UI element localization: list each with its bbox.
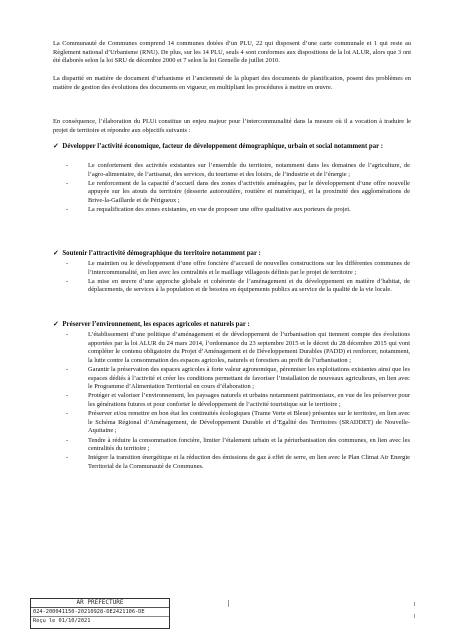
list-item-text: La requalification des zones existantes, en vue de proposer une offre qualitative aux porteurs de projet.: [88, 206, 351, 214]
list-item-text: Tendre à réduire la consommation foncière, limiter l’étalement urbain et la périurbanisation des communes, en lien avec les centralités du territoire ;: [88, 436, 410, 453]
scan-mark: [228, 600, 229, 607]
list-item: [65, 206, 410, 215]
list-item-text: Le confortement des activités existantes sur l’ensemble du territoire, notamment dans les domaines de l’agriculture, de l’agro-alimentaire, de l’artisanat, des services, du tourisme et des loisirs, de l’industrie et de l’énergie ;: [88, 162, 410, 178]
intro-paragraph-2: La disparité en matière de document d’urbanisme et l’ancienneté de la plupart des documents de planification, posent des problèmes en matière de gestion des évolutions des documents en vigueur, en multipliant les procédures à mettre en œuvre.: [53, 75, 411, 91]
section-heading-environment: [53, 321, 413, 330]
list-item-text: La mise en œuvre d’une approche globale et cohérente de l’aménagement et du développement en matière d’habitat, de déplacements, de services à la population et de besoins en équipements publics au service de la qualité de la vie locale.: [88, 277, 410, 294]
section-list-attractivity: [65, 260, 410, 296]
list-item: [65, 180, 410, 206]
intro-paragraph-1: La Communauté de Communes comprend 14 communes dotées d’un PLU, 22 qui disposent d’une carte communale et 1 qui reste au Règlement national d’Urbanisme (RNU). De plus, sur les 14 PLU, seuls 4 sont conformes aux dispositions de la loi ALUR, alors que 3 ont été élaborés selon la loi SRU de décembre 2000 et 7 selon la loi Grenelle de juillet 2010.: [53, 40, 411, 65]
list-item-text: Garantir la préservation des espaces agricoles à forte valeur agronomique, pérenniser les exploitations existantes ainsi que les espaces dédiés à l’activité et créer les conditions permettant de favoriser l’installation de nouveaux agriculteurs, en lien avec le Programme d’Alimentation Territorial en cours d’élaboration ;: [88, 365, 410, 391]
section-list-economy: [65, 162, 410, 215]
checkmark-icon: ✓: [53, 321, 59, 328]
list-item-text: Protéger et valoriser l’environnement, les paysages naturels et urbains notamment patrimoniaux, en vue de les préserver pour les générations futures et pour conforter le développement de l’activité touristique sur le territoire ;: [88, 392, 410, 408]
dash-bullet: -: [66, 260, 69, 267]
dash-bullet: -: [66, 206, 69, 214]
intro-paragraph-3: En conséquence, l’élaboration du PLUi constitue un enjeu majeur pour l’intercommunalité dans la mesure où il a vocation à traduire le projet de territoire et répondre aux objectifs suivants :: [53, 118, 411, 134]
checkmark-icon: ✓: [53, 250, 59, 257]
list-item: [65, 392, 410, 409]
section-heading-text: Développer l’activité économique, facteur de développement démographique, urbain et social notamment par :: [62, 143, 383, 150]
dash-bullet: -: [66, 410, 69, 418]
dash-bullet: -: [66, 392, 69, 400]
section-list-environment: [65, 331, 410, 472]
list-item: [65, 437, 410, 454]
section-heading-text: Préserver l’environnement, les espaces agricoles et naturels par :: [62, 321, 250, 328]
list-item-text: Préserver et/ou remettre en bon état les continuités écologiques (Trame Verte et Bleue) présentes sur le territoire, en lien avec le Schéma Régional d’Aménagement, de Développement Durable et d’Egalité des Territoires (SRADDET) de Nouvelle-Aquitaine ;: [88, 410, 410, 435]
scan-mark: [414, 602, 415, 606]
stamp-title: AR PREFECTURE: [31, 599, 169, 608]
list-item: [65, 331, 410, 365]
list-item: [65, 278, 410, 295]
list-item-text: Le maintien ou le développement d’une offre foncière d’accueil de nouvelles constructions sur les différentes communes de l’intercommunalité, en lien avec les centralités et le maillage villageois définis par le projet de territoire ;: [88, 260, 410, 276]
scan-mark: [414, 614, 415, 618]
list-item: [65, 366, 410, 392]
dash-bullet: -: [66, 331, 69, 338]
list-item-text: L’établissement d’une politique d’aménagement et de développement de l’urbanisation qui tiennent compte des évolutions apportées par la loi ALUR du 24 mars 2014, l’ordonnance du 23 septembre 2015 et le décret du 28 décembre 2015 qui vont compléter le contenu obligatoire du Projet d’Aménagement et de Développement Durables (PADD) et renforcer, notamment, la lutte contre la consommation des espaces agricoles, naturels et forestiers au profit de l’urbanisation ;: [88, 331, 410, 364]
stamp-act-id: 024-200041150-20210928-DE2421106-DE: [31, 608, 169, 617]
dash-bullet: -: [66, 162, 69, 169]
stamp-received-date: Reçu le 01/10/2021: [33, 618, 91, 624]
list-item-text: Le renforcement de la capacité d’accueil dans des zones d’activités aménagées, par le développement d’une offre nouvelle appuyée sur les atouts du territoire (desserte autoroutière, routière et numérique), et la proximité des agglomérations de Brive-la-Gaillarde et de Périgueux ;: [88, 179, 410, 204]
list-item: [65, 410, 410, 436]
section-heading-text: Soutenir l’attractivité démographique du territoire notamment par :: [62, 250, 261, 257]
list-item: [65, 454, 410, 471]
dash-bullet: -: [66, 277, 69, 285]
list-item: [65, 260, 410, 277]
checkmark-icon: ✓: [53, 143, 59, 150]
prefecture-receipt-stamp: [30, 598, 170, 629]
list-item: [65, 162, 410, 179]
dash-bullet: -: [66, 179, 69, 187]
list-item-text: Intégrer la transition énergétique et la réduction des émissions de gaz à effet de serre, en lien avec le Plan Climat Air Energie Territorial de la Communauté de Communes.: [88, 454, 410, 470]
dash-bullet: -: [66, 365, 69, 373]
dash-bullet: -: [66, 436, 69, 444]
dash-bullet: -: [66, 454, 69, 462]
section-heading-attractivity: [53, 250, 413, 259]
section-heading-economy: [53, 143, 413, 152]
